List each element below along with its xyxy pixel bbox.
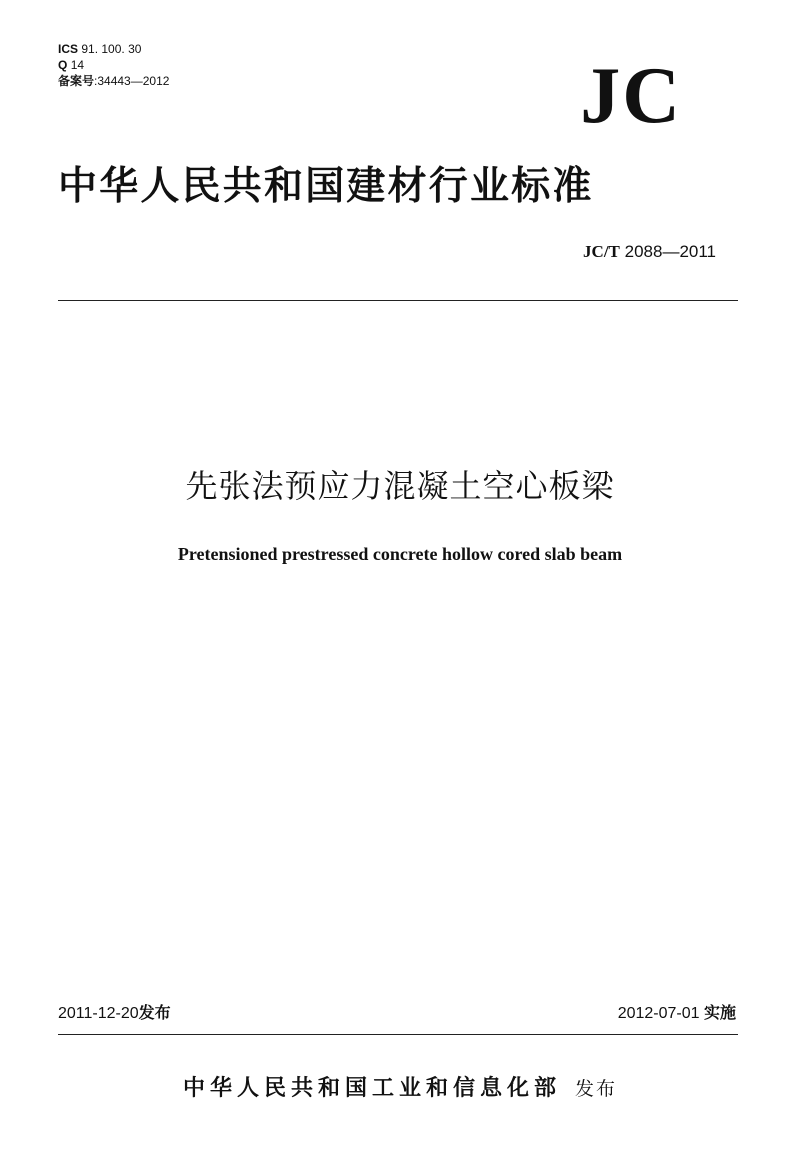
jc-logo: JC <box>580 52 682 140</box>
publish-date <box>58 1003 171 1025</box>
filing-label: 备案号 <box>58 74 95 88</box>
publish-date-value: 2011-12-20 <box>58 1005 139 1022</box>
implement-date <box>618 1003 736 1025</box>
issuer-action: 发布 <box>575 1078 618 1100</box>
ics-line <box>58 41 169 57</box>
classification-label: Q <box>58 58 68 72</box>
org-title: 中华人民共和国建材行业标准 <box>58 163 594 209</box>
document-meta <box>58 41 169 89</box>
issuer-name: 中华人民共和国工业和信息化部 <box>182 1075 561 1101</box>
ics-label: ICS <box>58 42 79 56</box>
classification-code: 14 <box>70 58 85 72</box>
classification-line <box>58 57 169 73</box>
document-title-chinese: 先张法预应力混凝土空心板梁 <box>185 467 615 505</box>
publish-label: 发布 <box>138 1005 171 1022</box>
implement-label: 实施 <box>703 1005 736 1022</box>
top-divider <box>58 300 738 301</box>
standard-number-prefix: JC/T <box>583 242 620 261</box>
filing-line <box>58 73 169 89</box>
ics-code: 91. 100. 30 <box>81 42 142 56</box>
standard-number <box>583 241 716 263</box>
issuer <box>0 1073 800 1104</box>
document-title-english: Pretensioned prestressed concrete hollow cored slab beam <box>177 544 623 564</box>
filing-number: :34443—2012 <box>94 74 170 88</box>
bottom-divider <box>58 1034 738 1035</box>
standard-number-value: 2088—2011 <box>624 242 716 261</box>
implement-date-value: 2012-07-01 <box>617 1005 700 1022</box>
